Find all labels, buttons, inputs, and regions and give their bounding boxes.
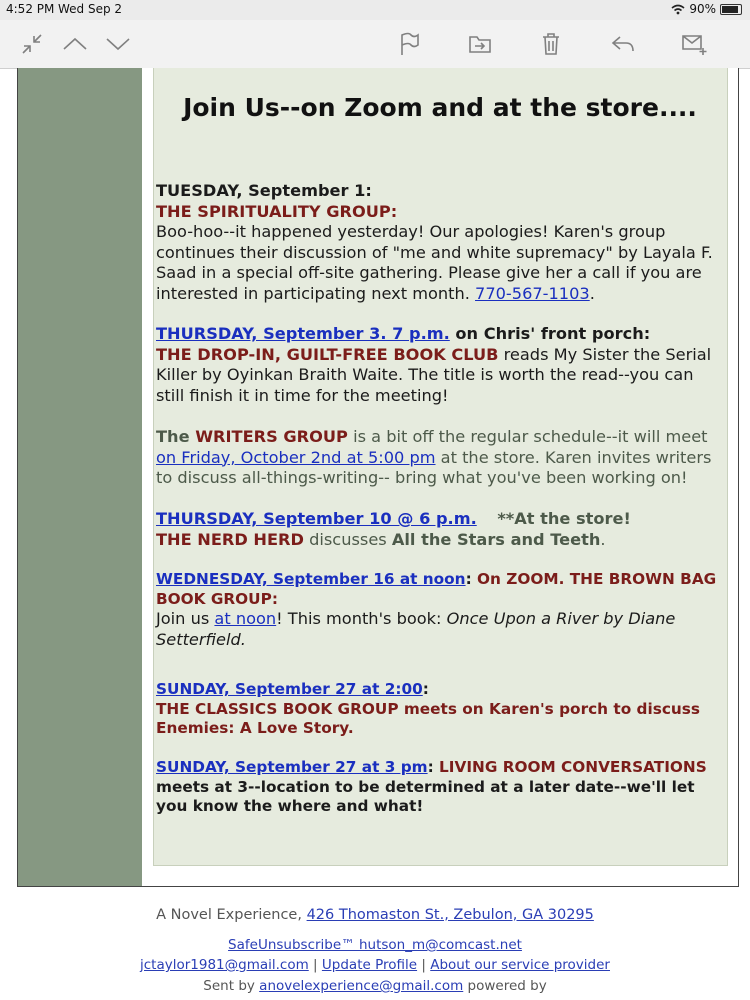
service-provider-link[interactable]: About our service provider [430, 957, 610, 973]
event-date-link[interactable]: THURSDAY, September 3. 7 p.m. [156, 324, 450, 343]
event-date: TUESDAY, September 1: [156, 181, 372, 200]
event-text-end: . [600, 529, 606, 549]
event-date-link[interactable]: THURSDAY, September 10 @ 6 p.m. [156, 509, 477, 528]
event-wednesday-16 [156, 570, 724, 650]
left-color-bar [18, 68, 142, 886]
event-thursday-3 [156, 324, 724, 406]
battery-percent: 90% [689, 2, 716, 16]
safe-unsubscribe-link[interactable]: SafeUnsubscribe™ hutson_m@comcast.net [228, 937, 522, 953]
sent-by-text: Sent by [203, 978, 260, 994]
status-right [671, 2, 742, 16]
mail-toolbar [0, 20, 750, 69]
status-time: 4:52 PM [6, 2, 55, 16]
event-location: **At the store! [497, 509, 631, 528]
event-header [156, 570, 724, 609]
footer-address-line [0, 905, 750, 925]
event-text: is a bit off the regular schedule--it will meet [347, 427, 708, 446]
noon-link[interactable]: at noon [214, 609, 277, 628]
event-group: On ZOOM. THE BROWN BAG BOOK GROUP: [156, 570, 717, 608]
event-group: THE SPIRITUALITY GROUP: [156, 201, 398, 221]
event-text: reads My Sister the Serial Killer by Oyinkan Braith Waite. The title is worth the read--you can still finish it in time for the meeting! [156, 344, 712, 405]
event-date-link[interactable]: on Friday, October 2nd at 5:00 pm [156, 447, 436, 467]
chevron-down-icon[interactable] [103, 30, 133, 58]
event-text-end: . [589, 283, 595, 303]
footer-links-line [0, 955, 750, 976]
event-date-link[interactable]: SUNDAY, September 27 at 2:00 [156, 680, 423, 698]
compose-icon[interactable] [680, 30, 710, 58]
event-group: THE CLASSICS BOOK GROUP meets on Karen's porch to discuss Enemies: A Love Story. [156, 699, 701, 737]
footer-sent-line [0, 976, 750, 996]
powered-by-text: powered by [463, 978, 547, 994]
newsletter-panel [153, 68, 728, 866]
event-text-2: at the store. Karen invites writers to discuss all-things-writing-- bring what you've been working on! [156, 447, 712, 487]
footer-unsubscribe-line [0, 935, 750, 955]
email-footer [0, 905, 750, 996]
phone-link[interactable]: 770-567-1103 [475, 283, 590, 303]
trash-icon[interactable] [536, 30, 566, 58]
event-join: Join us [156, 609, 215, 628]
event-tuesday [156, 181, 724, 304]
event-writers [156, 427, 724, 489]
event-description [156, 609, 724, 650]
event-colon: : [465, 570, 472, 588]
event-text: Boo-hoo--it happened yesterday! Our apologies! Karen's group continues their discussion of "me and white supremacy" by Layala F. Saad in a special off-site gathering. Please give her a call if you are interested in participating next month. [156, 222, 713, 303]
chevron-up-icon[interactable] [60, 30, 90, 58]
wifi-icon [671, 4, 685, 15]
event-group: THE DROP-IN, GUILT-FREE BOOK CLUB [156, 344, 499, 364]
event-book: All the Stars and Teeth [391, 529, 601, 549]
collapse-icon[interactable] [17, 30, 47, 58]
event-colon: : [427, 758, 440, 776]
address-link[interactable]: 426 Thomaston St., Zebulon, GA 30295 [306, 907, 594, 923]
flag-icon[interactable] [394, 30, 424, 58]
event-thursday-10 [156, 509, 724, 550]
update-profile-link[interactable]: Update Profile [321, 957, 418, 973]
move-folder-icon[interactable] [465, 30, 495, 58]
event-group: LIVING ROOM CONVERSATIONS [439, 758, 707, 776]
event-sunday-27-classics [156, 680, 724, 739]
writers-the: The [156, 427, 196, 446]
status-date: Wed Sep 2 [58, 2, 123, 16]
event-text: ! This month's book: [276, 609, 447, 628]
event-date-link[interactable]: WEDNESDAY, September 16 at noon [156, 570, 466, 588]
battery-icon [720, 4, 742, 15]
footer-separator: | [417, 957, 431, 973]
event-location: on Chris' front porch: [449, 324, 651, 343]
event-description [156, 222, 724, 304]
status-bar [0, 0, 750, 20]
newsletter-content [156, 68, 724, 815]
profile-email-link[interactable]: jctaylor1981@gmail.com [140, 957, 309, 973]
footer-separator: | [308, 957, 322, 973]
reply-icon[interactable] [608, 30, 638, 58]
headline: Join Us--on Zoom and at the store.... [183, 93, 697, 122]
event-book: Once Upon a River by Diane Setterfield. [156, 609, 676, 649]
footer-org: A Novel Experience, [156, 907, 307, 923]
event-group: WRITERS GROUP [195, 427, 348, 446]
event-sunday-27-living-room [156, 758, 724, 817]
event-date-link[interactable]: SUNDAY, September 27 at 3 pm [156, 758, 428, 776]
event-text: discusses [303, 529, 392, 549]
email-body [17, 68, 739, 887]
event-text: meets at 3--location to be determined at a later date--we'll let you know the where and what! [156, 777, 695, 815]
event-group: THE NERD HERD [156, 529, 304, 549]
event-colon: : [422, 680, 429, 698]
sender-email-link[interactable]: anovelexperience@gmail.com [259, 978, 464, 994]
